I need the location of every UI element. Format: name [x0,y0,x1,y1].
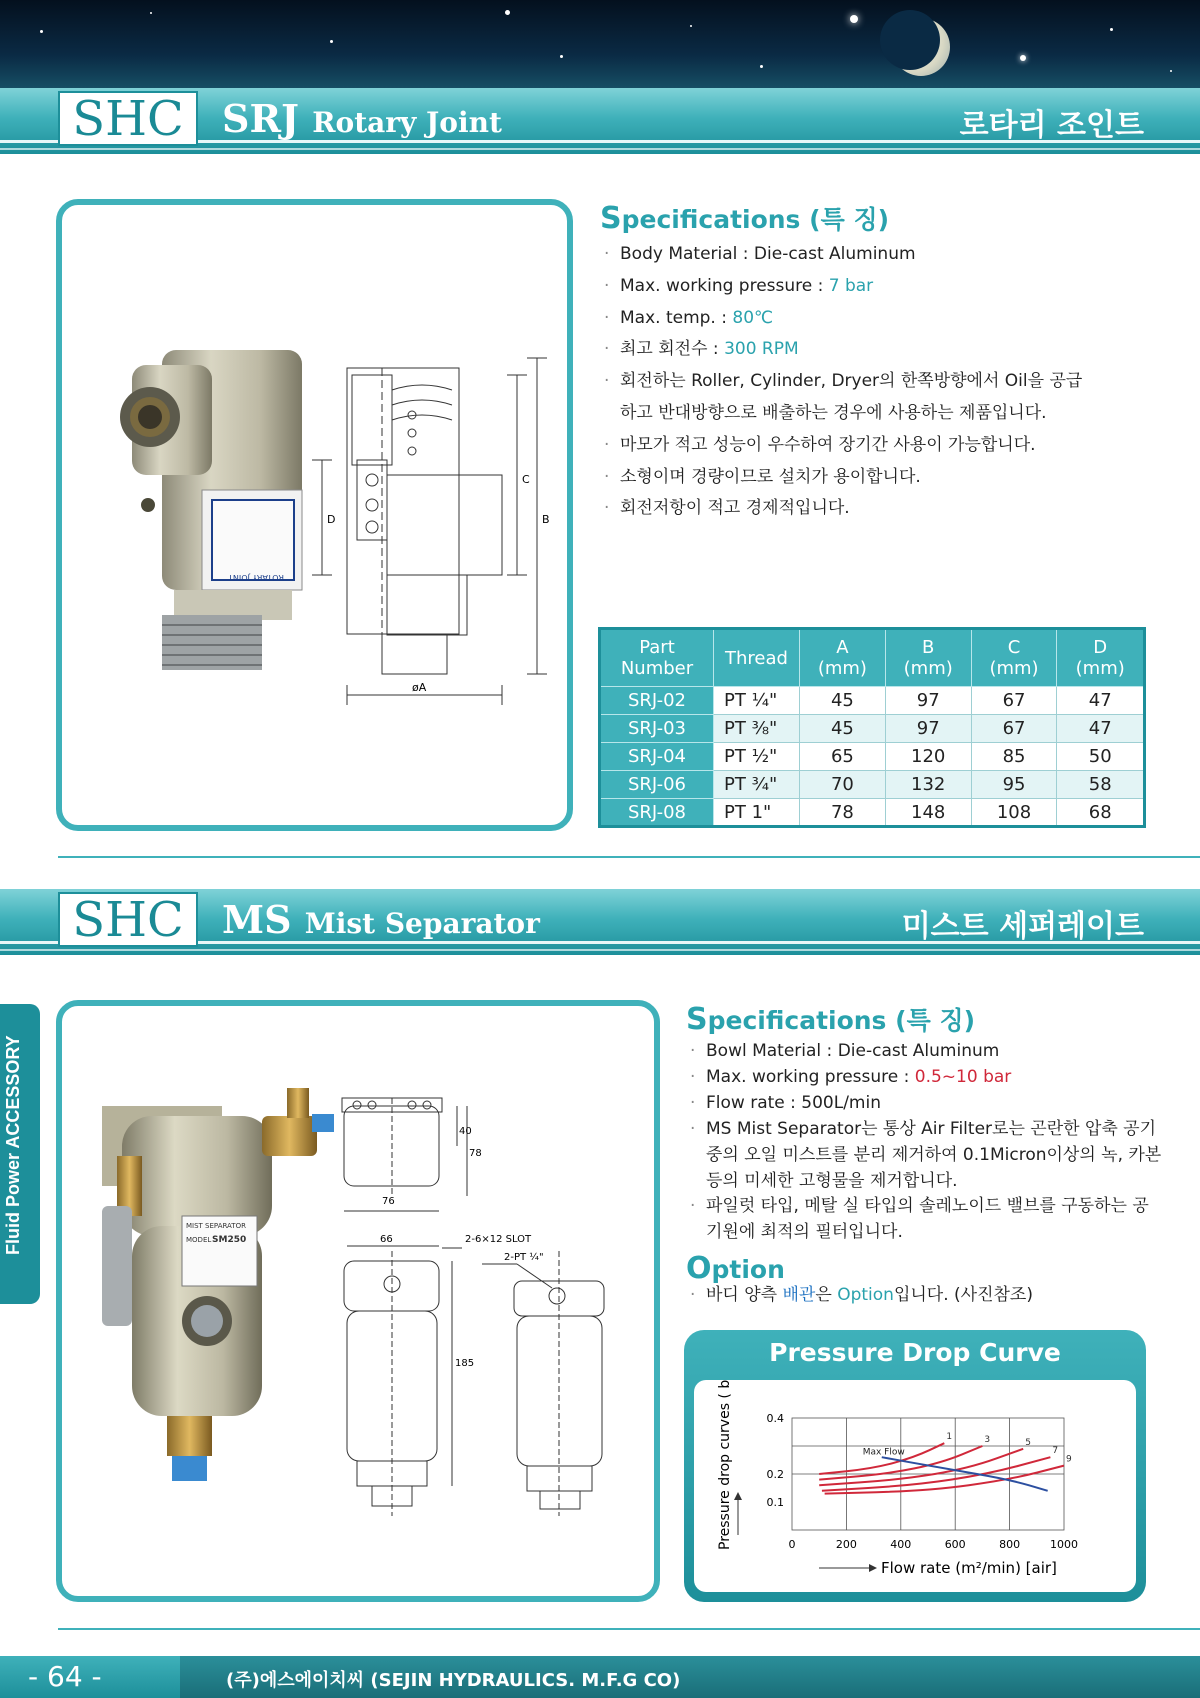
spec-description-2: · 파일럿 타입, 메탈 실 타입의 솔레노이드 밸브를 구동하는 공 기원에 최적의 필터입니다. [688,1194,1161,1246]
thread-cell: PT ¾" [714,771,800,799]
table-cell: 132 [885,771,971,799]
model-subtitle: Rotary Joint [312,106,502,139]
spec-flow-rate: · Flow rate : 500L/min [688,1091,1161,1117]
x-tick-label: 600 [944,1538,966,1551]
series-label: 9 [1066,1454,1072,1465]
table-row [600,799,1145,827]
x-tick-label: 1000 [1050,1538,1078,1551]
model-subtitle: Mist Separator [304,907,540,940]
table-cell: 148 [885,799,971,827]
table-cell: 70 [800,771,886,799]
dim-label: 2-6×12 SLOT [465,1234,532,1245]
chart-x-label: Flow rate (m²/min) [air] [881,1559,1057,1577]
dim-label: 66 [380,1234,393,1245]
thread-cell: PT ¼" [714,687,800,715]
part-number-cell: SRJ-03 [600,715,714,743]
model-code: MS [222,897,292,942]
table-cell: 108 [971,799,1057,827]
x-tick-label: 0 [788,1538,796,1551]
table-row [600,771,1145,799]
product-label-text: ROTARY JOINT [228,573,284,582]
spec-bowl-material: · Bowl Material : Die-cast Aluminum [688,1039,1161,1065]
table-cell: 97 [885,715,971,743]
spec-description-4: · 회전저항이 적고 경제적입니다. [602,493,1082,525]
product-label-text: SM250 [212,1235,247,1245]
table-row [600,715,1145,743]
spec-description-1: · MS Mist Separator는 통상 Air Filter로는 곤란한 압축 공기 중의 오일 미스트를 분리 제거하여 0.1Micron이상의 녹, 카본 등의 미세한 고형물을 제거합니다. [688,1117,1161,1195]
srj-dimension-table [598,627,1146,828]
table-cell: 68 [1057,799,1145,827]
product-label-text: MODEL [186,1236,212,1244]
side-category-label: Fluid Power ACCESSORY [3,1035,23,1255]
table-cell: 65 [800,743,886,771]
y-tick-label: 0.1 [766,1496,784,1509]
chart-title: Pressure Drop Curve [769,1338,1061,1367]
korean-title: 미스트 세퍼레이트 [901,909,1144,944]
section-divider [58,1628,1200,1630]
ms-spec-list [688,1039,1161,1246]
brand-logo: SHC [58,892,198,947]
spec-max-pressure: · Max. working pressure : 7 bar [602,271,1082,303]
dim-b-label: B [542,513,550,526]
part-number-cell: SRJ-02 [600,687,714,715]
dim-label: 76 [382,1196,395,1207]
series-label: 1 [946,1432,953,1443]
x-tick-label: 200 [835,1538,857,1551]
spec-body-material: · Body Material : Die-cast Aluminum [602,239,1082,271]
table-cell: 47 [1057,687,1145,715]
spec-description-2: · 마모가 적고 성능이 우수하여 장기간 사용이 가능합니다. [602,430,1082,462]
pressure-drop-chart [694,1380,1136,1592]
mist-separator-image-panel [56,1000,660,1602]
table-cell: 47 [1057,715,1145,743]
part-number-cell: SRJ-04 [600,743,714,771]
dim-label: 78 [469,1148,482,1159]
table-cell: 95 [971,771,1057,799]
thread-cell: PT ½" [714,743,800,771]
chart-area [694,1380,1136,1592]
table-row [600,743,1145,771]
part-number-cell: SRJ-06 [600,771,714,799]
spec-max-pressure: · Max. working pressure : 0.5~10 bar [688,1065,1161,1091]
spec-max-rpm: · 최고 회전수 : 300 RPM [602,334,1082,366]
table-cell: 45 [800,715,886,743]
dim-c-label: C [522,473,530,486]
night-sky-banner [0,0,1200,100]
table-cell: 45 [800,687,886,715]
col-b: B (mm) [885,629,971,687]
spec-description-1: · 회전하는 Roller, Cylinder, Dryer의 한쪽방향에서 Oil을 공급 하고 반대방향으로 배출하는 경우에 사용하는 제품입니다. [602,366,1082,430]
series-label: 5 [1025,1437,1031,1448]
x-tick-label: 400 [890,1538,912,1551]
y-axis-arrow-head [734,1492,742,1500]
option-heading: Option [686,1251,785,1286]
series-label: 3 [984,1435,991,1445]
col-a: A (mm) [800,629,886,687]
col-thread: Thread [714,629,800,687]
specifications-heading: Specifications (특 징) [686,1002,976,1037]
section2-title [222,897,540,942]
table-cell: 97 [885,687,971,715]
section1-title [222,96,502,141]
korean-title: 로타리 조인트 [959,108,1144,143]
spec-description-3: · 소형이며 경량이므로 설치가 용이합니다. [602,462,1082,494]
section-divider [58,856,1200,858]
y-tick-label: 0.2 [766,1468,784,1481]
company-name: (주)에스에이치씨 (SEJIN HYDRAULICS. M.F.G CO) [226,1670,681,1691]
table-cell: 58 [1057,771,1145,799]
table-cell: 120 [885,743,971,771]
part-number-cell: SRJ-08 [600,799,714,827]
rotary-joint-image-panel [56,199,573,831]
pressure-drop-chart-box [684,1330,1146,1602]
brand-logo: SHC [58,91,198,146]
dim-label: 185 [455,1358,475,1369]
max-flow-annotation: Max Flow [862,1447,905,1458]
table-header-row [600,629,1145,687]
product-label-text: MIST SEPARATOR [186,1222,246,1230]
mist-separator-illustration [62,1006,654,1596]
section1-title-bar [0,88,1200,154]
x-tick-label: 800 [999,1538,1021,1551]
thread-cell: PT 1" [714,799,800,827]
dim-label: 2-PT ¼" [504,1252,544,1263]
option-list [688,1282,1033,1308]
model-code: SRJ [222,96,300,141]
specifications-heading: Specifications (특 징) [600,201,890,236]
section2-title-bar [0,889,1200,955]
table-cell: 67 [971,715,1057,743]
chart-y-label: Pressure drop curves ( bar ) [717,1380,733,1550]
spec-max-temp: · Max. temp. : 80℃ [602,303,1082,335]
rotary-joint-illustration [62,205,567,825]
col-part-number: Part Number [600,629,714,687]
col-d: D (mm) [1057,629,1145,687]
option-text: · 바디 양측 배관은 Option입니다. (사진참조) [688,1282,1033,1308]
table-cell: 85 [971,743,1057,771]
table-cell: 78 [800,799,886,827]
table-cell: 67 [971,687,1057,715]
table-row [600,687,1145,715]
thread-cell: PT ⅜" [714,715,800,743]
series-label: 7 [1052,1446,1059,1457]
table-cell: 50 [1057,743,1145,771]
x-axis-arrow-head [869,1564,877,1572]
dim-a-label: øA [412,681,427,694]
page-footer [0,1656,1200,1698]
y-tick-label: 0.4 [766,1412,784,1425]
dim-d-label: D [327,513,336,526]
page-number: - 64 - [28,1660,102,1693]
dim-label: 40 [459,1126,472,1137]
col-c: C (mm) [971,629,1057,687]
srj-spec-list [602,239,1082,525]
